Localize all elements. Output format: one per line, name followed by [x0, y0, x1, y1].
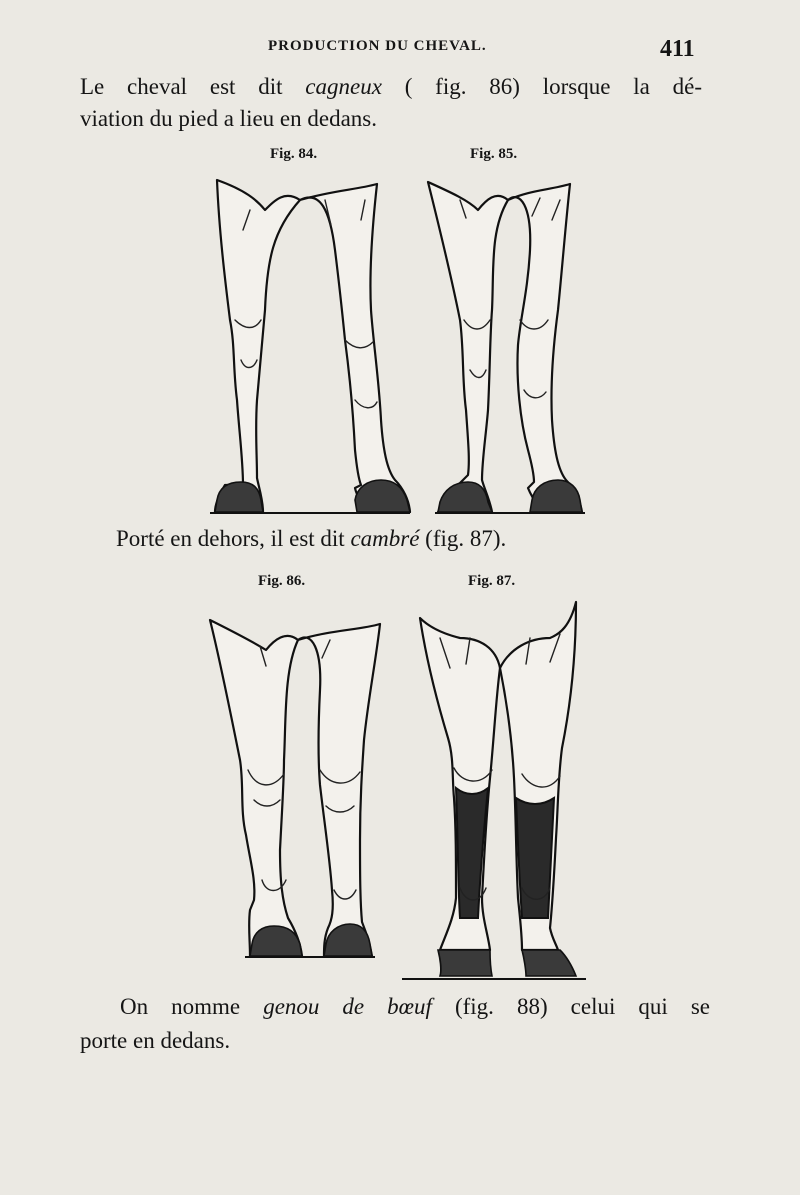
- italic-term: genou de bœuf: [263, 994, 432, 1019]
- paragraph-1-line-2: viation du pied a lieu en dedans.: [80, 106, 378, 131]
- paragraph-text: Porté en dehors, il est dit: [116, 526, 351, 551]
- figure-84-caption: Fig. 84.: [270, 146, 318, 162]
- running-title: PRODUCTION DU CHEVAL.: [268, 38, 487, 54]
- paragraph-text: ( fig. 86) lorsque la dé-: [381, 74, 703, 99]
- paragraph-text: (fig. 88) celui qui se: [431, 994, 710, 1019]
- paragraph-text: Le cheval est dit: [80, 74, 306, 99]
- page-header: [0, 36, 800, 66]
- figure-86-caption: Fig. 86.: [258, 573, 306, 589]
- italic-term: cagneux: [305, 74, 382, 99]
- page-number: 411: [660, 36, 695, 62]
- paragraph-2: [116, 522, 676, 555]
- paragraph-3-line-2: porte en dedans.: [80, 1028, 231, 1053]
- paragraph-3-line-1: [120, 990, 710, 1023]
- figure-85-caption: Fig. 85.: [470, 146, 518, 162]
- paragraph-text: (fig. 87).: [419, 526, 507, 551]
- paragraph-1-line-1: [80, 70, 702, 103]
- figure-87-illustration: [400, 598, 588, 984]
- figure-86-illustration: [200, 610, 385, 962]
- paragraph-text: On nomme: [120, 994, 264, 1019]
- italic-term: cambré: [350, 526, 420, 551]
- figure-84-illustration: [205, 170, 415, 520]
- figure-87-caption: Fig. 87.: [468, 573, 516, 589]
- figure-85-illustration: [420, 170, 590, 520]
